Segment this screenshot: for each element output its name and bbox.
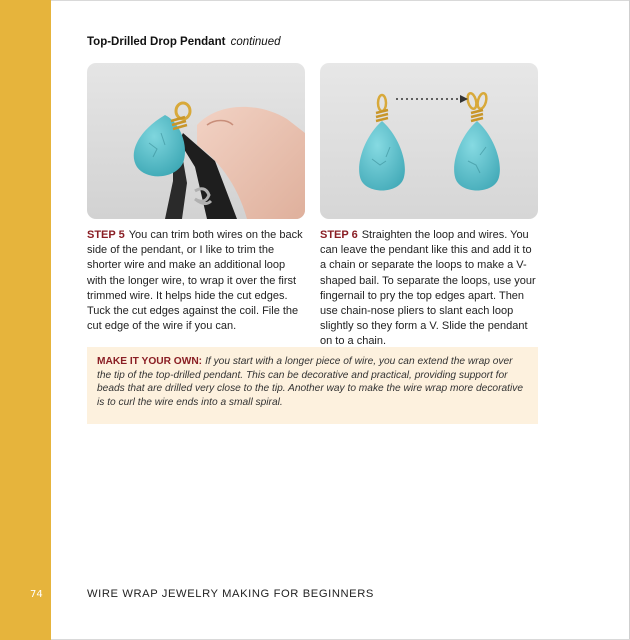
- step-6-text: Straighten the loop and wires. You can leave the pendant like this and add it to a chain or separate the loops to make a V-shaped bail. To separate the loops, use your fingernail to pry the top edges apart. Then use chain-nose pliers to slant each loop slightly so they form a V. Slide the pendant on to a chain.: [320, 229, 536, 348]
- step-5: [87, 228, 307, 334]
- section-title: Top-Drilled Drop Pendant: [87, 36, 226, 48]
- section-header: [87, 36, 281, 48]
- footer-book-title: WIRE WRAP JEWELRY MAKING FOR BEGINNERS: [87, 588, 374, 600]
- section-continued: continued: [230, 36, 281, 48]
- pendant-loop-comparison-photo: [320, 63, 538, 219]
- step-5-label: STEP 5: [87, 229, 125, 241]
- tip-text: If you start with a longer piece of wire, you can extend the wrap over the tip of the top-drilled pendant. This can be decorative and practical, providing support for beads that are drilled very close to the tip. Another way to make the wire wrap more decorative is to curl the wire ends into a small spiral.: [97, 356, 524, 408]
- tip-label: MAKE IT YOUR OWN:: [97, 356, 203, 367]
- accent-side-bar: [0, 0, 51, 640]
- page-number: 74: [30, 589, 43, 600]
- make-it-your-own-tip-box: [87, 347, 538, 424]
- step-6-label: STEP 6: [320, 229, 358, 241]
- step-6: [320, 228, 540, 350]
- pendant-with-pliers-photo: [87, 63, 305, 219]
- tip-paragraph: [97, 355, 528, 409]
- step-5-text: You can trim both wires on the back side of the pendant, or I like to trim the shorter wire and make an additional loop with the longer wire, to wrap it over the first trimmed wire. It helps hide the cut edges. Tuck the cut edges against the coil. File the cut edge of the wire if you can.: [87, 229, 303, 333]
- page-border-top: [0, 0, 630, 1]
